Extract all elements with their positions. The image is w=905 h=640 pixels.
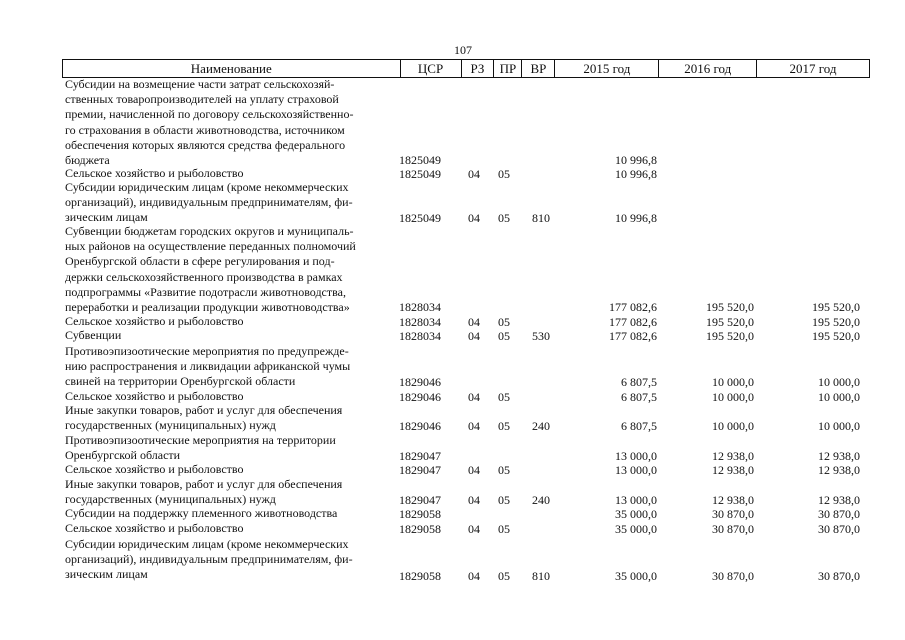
row-csr: 1825049 bbox=[399, 166, 441, 181]
table-row bbox=[62, 521, 870, 537]
table-row bbox=[62, 506, 870, 522]
row-vr: 240 bbox=[532, 418, 550, 433]
row-name: Иные закупки товаров, работ и услуг для обеспечения государственных (муниципальных) нужд bbox=[65, 477, 343, 507]
row-name: Субсидии на поддержку племенного животноводства bbox=[65, 506, 338, 520]
row-pr: 05 bbox=[498, 389, 510, 404]
page-number: 107 bbox=[454, 43, 472, 57]
row-2016: 10 000,0 bbox=[712, 374, 754, 389]
row-2015: 177 082,6 bbox=[609, 299, 657, 314]
row-csr: 1829046 bbox=[399, 389, 441, 404]
row-rz: 04 bbox=[468, 568, 480, 583]
row-rz: 04 bbox=[468, 210, 480, 225]
table-header bbox=[62, 59, 870, 78]
row-rz: 04 bbox=[468, 389, 480, 404]
row-2015: 35 000,0 bbox=[615, 521, 657, 536]
row-vr: 530 bbox=[532, 328, 550, 343]
row-2016: 12 938,0 bbox=[712, 448, 754, 463]
row-2016: 30 870,0 bbox=[712, 568, 754, 583]
row-2016: 12 938,0 bbox=[712, 492, 754, 507]
table-row bbox=[62, 328, 870, 344]
row-rz: 04 bbox=[468, 314, 480, 329]
row-pr: 05 bbox=[498, 166, 510, 181]
row-pr: 05 bbox=[498, 314, 510, 329]
row-csr: 1829047 bbox=[399, 462, 441, 477]
header-name: Наименование bbox=[63, 60, 401, 77]
row-rz: 04 bbox=[468, 418, 480, 433]
row-rz: 04 bbox=[468, 521, 480, 536]
row-pr: 05 bbox=[498, 462, 510, 477]
row-rz: 04 bbox=[468, 166, 480, 181]
row-2015: 10 996,8 bbox=[615, 166, 657, 181]
row-pr: 05 bbox=[498, 521, 510, 536]
row-csr: 1825049 bbox=[399, 210, 441, 225]
row-2016: 10 000,0 bbox=[712, 389, 754, 404]
row-name: Сельское хозяйство и рыболовство bbox=[65, 521, 244, 535]
header-2017: 2017 год bbox=[757, 60, 870, 77]
row-2017: 12 938,0 bbox=[818, 462, 860, 477]
row-name: Субвенции bbox=[65, 328, 122, 342]
header-2016: 2016 год bbox=[659, 60, 757, 77]
header-vr: ВР bbox=[522, 60, 555, 77]
row-pr: 05 bbox=[498, 328, 510, 343]
table-row bbox=[62, 462, 870, 478]
row-rz: 04 bbox=[468, 328, 480, 343]
row-2016: 30 870,0 bbox=[712, 521, 754, 536]
header-rz: РЗ bbox=[462, 60, 495, 77]
row-2017: 195 520,0 bbox=[812, 299, 860, 314]
row-2017: 195 520,0 bbox=[812, 328, 860, 343]
row-2017: 12 938,0 bbox=[818, 448, 860, 463]
row-pr: 05 bbox=[498, 568, 510, 583]
row-2017: 12 938,0 bbox=[818, 492, 860, 507]
row-2016: 195 520,0 bbox=[706, 299, 754, 314]
row-csr: 1828034 bbox=[399, 299, 441, 314]
table-row bbox=[62, 537, 870, 584]
row-pr: 05 bbox=[498, 418, 510, 433]
row-csr: 1828034 bbox=[399, 328, 441, 343]
row-2015: 10 996,8 bbox=[615, 152, 657, 167]
row-2015: 35 000,0 bbox=[615, 568, 657, 583]
row-2015: 177 082,6 bbox=[609, 328, 657, 343]
row-csr: 1829046 bbox=[399, 374, 441, 389]
row-name: Противоэпизоотические мероприятия по предупрежде- нию распространения и ликвидации африканской чумы свиней на территории Оренбургской области bbox=[65, 344, 351, 389]
row-csr: 1829058 bbox=[399, 506, 441, 521]
row-name: Сельское хозяйство и рыболовство bbox=[65, 314, 244, 328]
row-2015: 6 807,5 bbox=[621, 374, 657, 389]
row-vr: 810 bbox=[532, 210, 550, 225]
row-2016: 30 870,0 bbox=[712, 506, 754, 521]
row-2017: 30 870,0 bbox=[818, 506, 860, 521]
table-row bbox=[62, 224, 870, 315]
row-csr: 1825049 bbox=[399, 152, 441, 167]
row-name: Субсидии на возмещение части затрат сельскохозяй- ственных товаропроизводителей на уплату страховой премии, начисленной по договору сельскохозяйственно- го страхования в области животноводства, источником обеспечения которых являются средства федерального бюджета bbox=[65, 77, 354, 168]
row-csr: 1829058 bbox=[399, 568, 441, 583]
header-2015: 2015 год bbox=[555, 60, 659, 77]
row-vr: 810 bbox=[532, 568, 550, 583]
row-2015: 6 807,5 bbox=[621, 389, 657, 404]
table-row bbox=[62, 403, 870, 434]
row-2017: 10 000,0 bbox=[818, 418, 860, 433]
row-name: Сельское хозяйство и рыболовство bbox=[65, 166, 244, 180]
row-2015: 177 082,6 bbox=[609, 314, 657, 329]
row-rz: 04 bbox=[468, 462, 480, 477]
header-pr: ПР bbox=[494, 60, 522, 77]
row-csr: 1829047 bbox=[399, 448, 441, 463]
row-pr: 05 bbox=[498, 492, 510, 507]
row-vr: 240 bbox=[532, 492, 550, 507]
row-2016: 10 000,0 bbox=[712, 418, 754, 433]
table-row bbox=[62, 180, 870, 226]
row-csr: 1828034 bbox=[399, 314, 441, 329]
row-name: Сельское хозяйство и рыболовство bbox=[65, 389, 244, 403]
row-2015: 35 000,0 bbox=[615, 506, 657, 521]
row-rz: 04 bbox=[468, 492, 480, 507]
row-2015: 13 000,0 bbox=[615, 462, 657, 477]
row-2017: 30 870,0 bbox=[818, 568, 860, 583]
table-row bbox=[62, 77, 870, 168]
row-2016: 195 520,0 bbox=[706, 314, 754, 329]
row-name: Противоэпизоотические мероприятия на территории Оренбургской области bbox=[65, 433, 336, 463]
row-name: Иные закупки товаров, работ и услуг для обеспечения государственных (муниципальных) нужд bbox=[65, 403, 343, 433]
row-name: Сельское хозяйство и рыболовство bbox=[65, 462, 244, 476]
table-row bbox=[62, 477, 870, 508]
table-row bbox=[62, 433, 870, 464]
row-2016: 12 938,0 bbox=[712, 462, 754, 477]
row-name: Субвенции бюджетам городских округов и муниципаль- ных районов на осуществление переданных полномочий Оренбургской области в сфере регулирования и под- держки сельскохозяйственного производства в рамках подпрограммы «Развитие подотрасли животноводства, переработки и реализации продукции животноводства» bbox=[65, 224, 356, 315]
row-2017: 30 870,0 bbox=[818, 521, 860, 536]
row-2015: 13 000,0 bbox=[615, 492, 657, 507]
row-csr: 1829047 bbox=[399, 492, 441, 507]
row-csr: 1829058 bbox=[399, 521, 441, 536]
row-2017: 195 520,0 bbox=[812, 314, 860, 329]
row-name: Субсидии юридическим лицам (кроме некоммерческих организаций), индивидуальным предпринимателям, фи- зическим лицам bbox=[65, 180, 353, 225]
header-csr: ЦСР bbox=[401, 60, 462, 77]
row-2017: 10 000,0 bbox=[818, 389, 860, 404]
row-2015: 10 996,8 bbox=[615, 210, 657, 225]
row-pr: 05 bbox=[498, 210, 510, 225]
row-2015: 6 807,5 bbox=[621, 418, 657, 433]
table-row bbox=[62, 344, 870, 390]
row-2016: 195 520,0 bbox=[706, 328, 754, 343]
row-2015: 13 000,0 bbox=[615, 448, 657, 463]
row-name: Субсидии юридическим лицам (кроме некоммерческих организаций), индивидуальным предпринимателям, фи- зическим лицам bbox=[65, 537, 353, 582]
row-csr: 1829046 bbox=[399, 418, 441, 433]
row-2017: 10 000,0 bbox=[818, 374, 860, 389]
